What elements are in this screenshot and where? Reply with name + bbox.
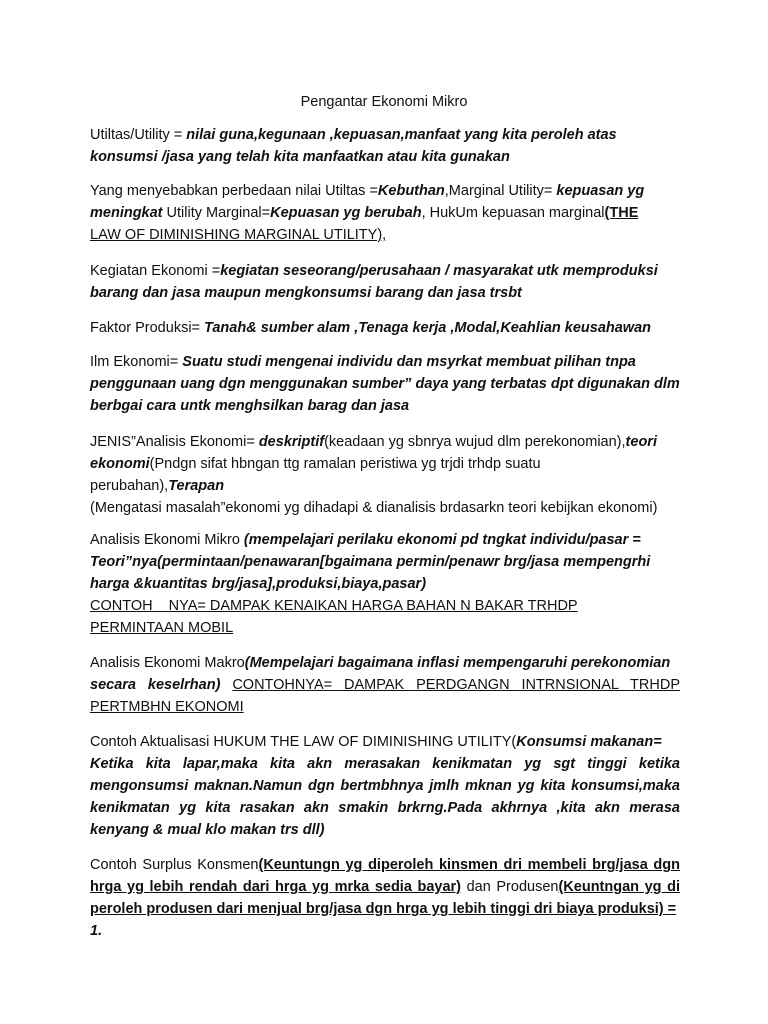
text-run: Ketika kita lapar,maka kita akn merasakan kenikmatan yg sgt tinggi ketika — [90, 756, 680, 772]
text-run: harga &kuantitas brg/jasa],produksi,biaya,pasar) — [90, 576, 427, 592]
text-run: PERTMBHN EKONOMI — [90, 699, 244, 715]
document-title: Pengantar Ekonomi Mikro — [300, 94, 468, 110]
text-run: barang dan jasa maupun mengkonsumsi barang dan jasa trsbt — [90, 285, 522, 301]
text-run: CONTOHNYA= DAMPAK PERDGANGN INTRNSIONAL TRHDP — [232, 677, 680, 693]
text-run: Kebuthan — [377, 183, 445, 199]
text-run: deskriptif — [258, 434, 325, 450]
text-run: (keadaan yg sbnrya wujud dlm perekonomian), — [324, 434, 626, 450]
text-run: Ilm Ekonomi= — [90, 354, 183, 370]
text-run: Contoh Aktualisasi HUKUM THE LAW OF DIMINISHING UTILITY( — [90, 734, 517, 750]
text-run: ekonomi — [90, 456, 150, 472]
text-run: Teori”nya(permintaan/penawaran[bgaimana permin/penawr brg/jasa mempengrhi — [90, 554, 651, 570]
text-run: (Mengatasi masalah”ekonomi yg dihadapi & dianalisis brdasarkn teori kebijkan ekonomi) — [90, 500, 658, 516]
text-run: Terapan — [168, 478, 225, 494]
paragraph-marginal-utility — [90, 180, 680, 246]
text-run: berbgai cara untk menghsilkan barag dan jasa — [90, 398, 410, 414]
text-run: Suatu studi mengenai individu dan msyrkat membuat pilihan tnpa — [182, 354, 636, 370]
paragraph-macroeconomics — [90, 652, 680, 718]
utility-label: Utiltas/Utility = — [90, 127, 187, 143]
text-run: LAW OF DIMINISHING MARGINAL UTILITY), — [90, 227, 387, 243]
paragraph-utility — [90, 124, 680, 168]
text-run: Utility Marginal= — [162, 205, 271, 221]
text-run: Yang menyebabkan perbedaan nilai Utiltas = — [90, 183, 378, 199]
text-run: dan Produsen — [461, 879, 559, 895]
text-run: kenyang & mual klo makan trs dll) — [90, 822, 325, 838]
paragraph-production-factors — [90, 317, 680, 339]
text-run: penggunaan uang dgn menggunakan sumber” daya yang terbatas dpt digunakan dlm — [90, 376, 680, 392]
text-run: (Mempelajari bagaimana inflasi mempengaruhi perekonomian — [244, 655, 671, 671]
utility-definition-2: konsumsi /jasa yang telah kita manfaatkan atau kita gunakan — [90, 149, 510, 165]
text-run: (Keuntngan yg di — [558, 879, 680, 895]
text-run: hrga yg lebih rendah dari hrga yg mrka sedia bayar) — [90, 879, 462, 895]
text-run: ,Marginal Utility= — [444, 183, 557, 199]
text-run: kenikmatan yg kita rasakan akn smakin brkrng.Pada akhrnya ,kita akn merasa — [90, 800, 680, 816]
text-run: Faktor Produksi= — [90, 320, 205, 336]
paragraph-economics-definition — [90, 351, 680, 417]
text-run: Contoh Surplus Konsmen — [90, 857, 259, 873]
text-run: teori — [625, 434, 657, 450]
paragraph-diminishing-utility — [90, 731, 680, 841]
text-run: (mempelajari perilaku ekonomi pd tngkat individu/pasar = — [243, 532, 641, 548]
text-run: kepuasan yg — [556, 183, 645, 199]
text-run: 1. — [90, 923, 103, 939]
text-run: Analisis Ekonomi Makro — [90, 655, 245, 671]
text-run: Tanah& sumber alam ,Tenaga kerja ,Modal,Keahlian keusahawan — [204, 320, 652, 336]
text-run: Konsumsi makanan= — [516, 734, 662, 750]
text-run: secara keselrhan) — [90, 677, 233, 693]
text-run: kegiatan seseorang/perusahaan / masyarakat utk memproduksi — [220, 263, 658, 279]
text-run: CONTOH NYA= DAMPAK KENAIKAN HARGA BAHAN N BAKAR TRHDP — [90, 598, 578, 614]
paragraph-microeconomics — [90, 529, 680, 639]
paragraph-economic-activity — [90, 260, 680, 304]
text-run: meningkat — [90, 205, 163, 221]
text-run: peroleh produsen dari menjual brg/jasa dgn hrga yg lebih tinggi dri biaya produksi) = — [90, 901, 677, 917]
text-run: perubahan), — [90, 478, 169, 494]
text-run: (Pndgn sifat hbngan ttg ramalan peristiwa yg trjdi trhdp suatu — [149, 456, 541, 472]
text-run: Kegiatan Ekonomi = — [90, 263, 221, 279]
text-run: (THE — [604, 205, 639, 221]
utility-definition-1: nilai guna,kegunaan ,kepuasan,manfaat yang kita peroleh atas — [186, 127, 617, 143]
text-run: JENIS”Analisis Ekonomi= — [90, 434, 259, 450]
text-run: , HukUm kepuasan marginal — [421, 205, 605, 221]
paragraph-surplus — [90, 854, 680, 942]
text-run: (Keuntungn yg diperoleh kinsmen dri membeli brg/jasa dgn — [258, 857, 680, 873]
text-run: mengonsumsi maknan.Namun dgn bertmbhnya jmlh mknan yg kita konsumsi,maka — [90, 778, 680, 794]
text-run: PERMINTAAN MOBIL — [90, 620, 234, 636]
paragraph-analysis-types — [90, 431, 690, 519]
text-run: Kepuasan yg berubah — [270, 205, 422, 221]
text-run: Analisis Ekonomi Mikro — [90, 532, 244, 548]
